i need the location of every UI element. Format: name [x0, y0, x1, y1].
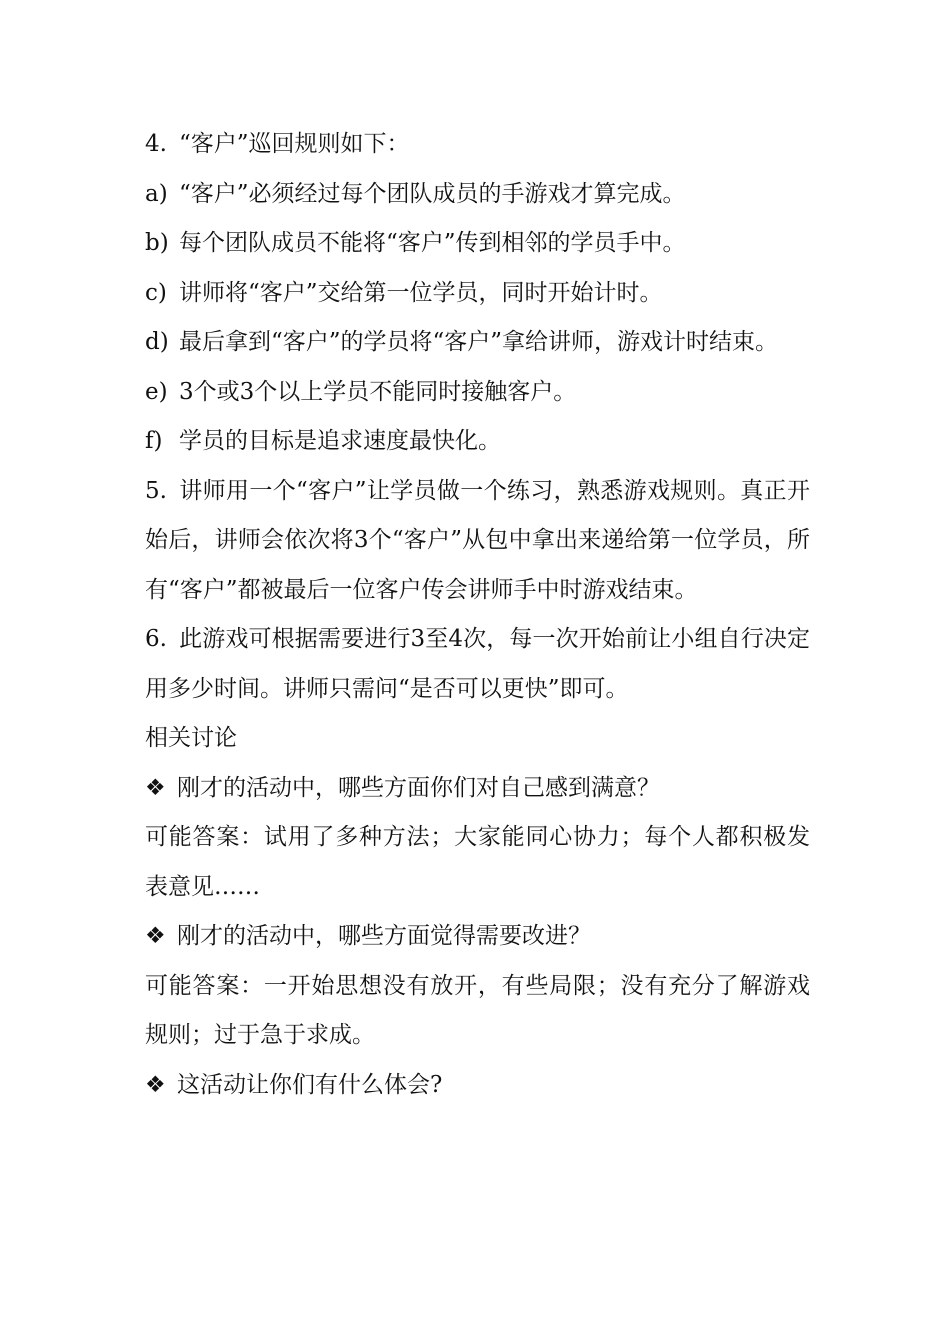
rule-item-e — [145, 368, 810, 418]
rule-marker: d) — [145, 329, 169, 355]
rule-marker: c) — [145, 279, 167, 306]
document-body — [145, 120, 810, 1110]
rule-marker: b) — [145, 230, 169, 256]
question-text: 刚才的活动中，哪些方面你们对自己感到满意？ — [177, 774, 660, 801]
rules-intro — [145, 120, 810, 170]
discussion-answer-1: 可能答案：试用了多种方法；大家能同心协力；每个人都积极发表意见…… — [145, 824, 810, 900]
question-text: 这活动让你们有什么体会? — [177, 1071, 443, 1098]
step-5 — [145, 467, 810, 616]
diamond-bullet-icon: ❖ — [145, 1071, 166, 1098]
rule-marker: e) — [145, 378, 168, 405]
question-text: 刚才的活动中，哪些方面觉得需要改进？ — [177, 923, 591, 949]
discussion-question-2 — [145, 912, 810, 962]
rule-marker: f) — [145, 428, 163, 454]
discussion-question-1 — [145, 764, 810, 814]
discussion-heading: 相关讨论 — [145, 725, 237, 751]
step-text: 讲师用一个“客户”让学员做一个练习，熟悉游戏规则。真正开始后，讲师会依次将3个“客户”从包中拿出来递给第一位学员，所有“客户”都被最后一位客户传会讲师手中时游戏结束。 — [145, 477, 810, 603]
rule-text: 学员的目标是追求速度最快化。 — [179, 428, 501, 454]
rule-text: 讲师将“客户”交给第一位学员，同时开始计时。 — [179, 279, 663, 306]
rule-marker: a) — [145, 180, 168, 207]
rule-text: 3个或3个以上学员不能同时接触客户。 — [179, 378, 577, 405]
rule-item-c — [145, 269, 810, 319]
discussion-answer-2: 可能答案：一开始思想没有放开，有些局限；没有充分了解游戏规则；过于急于求成。 — [145, 972, 810, 1048]
step-number: 5. — [145, 477, 167, 504]
rule-text: 最后拿到“客户”的学员将“客户”拿给讲师，游戏计时结束。 — [179, 329, 779, 355]
rule-item-f — [145, 417, 810, 467]
rule-item-a — [145, 170, 810, 220]
step-6 — [145, 615, 810, 714]
diamond-bullet-icon: ❖ — [145, 923, 166, 949]
step-text: 此游戏可根据需要进行3至4次，每一次开始前让小组自行决定用多少时间。讲师只需问“是否可以更快”即可。 — [145, 626, 810, 702]
step-number: 6. — [145, 626, 167, 652]
diamond-bullet-icon: ❖ — [145, 774, 166, 801]
rule-text: 每个团队成员不能将“客户”传到相邻的学员手中。 — [179, 230, 686, 256]
discussion-question-3 — [145, 1061, 810, 1111]
rules-intro-text: “客户”巡回规则如下： — [179, 131, 410, 157]
rules-intro-number: 4. — [145, 131, 167, 157]
rule-text: “客户”必须经过每个团队成员的手游戏才算完成。 — [179, 180, 686, 207]
rule-item-d — [145, 318, 810, 368]
rule-item-b — [145, 219, 810, 269]
